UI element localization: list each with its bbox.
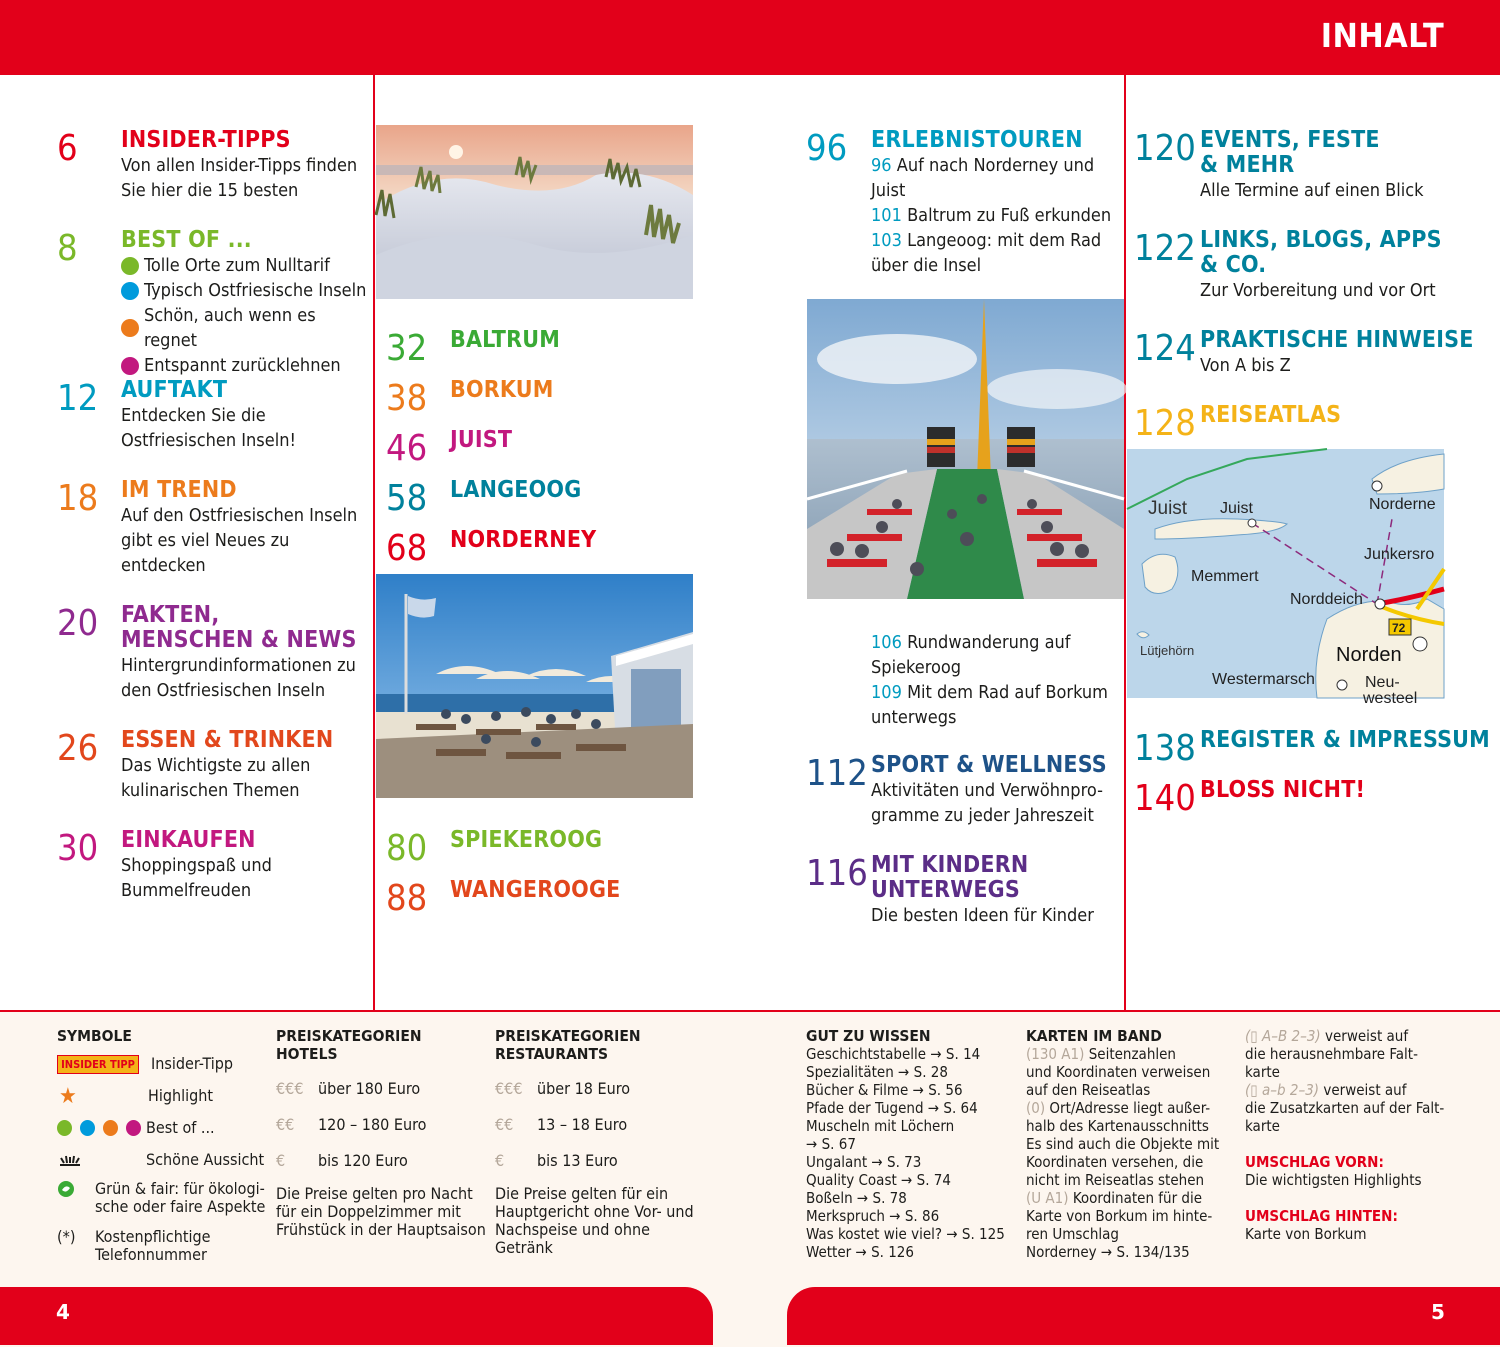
legend-symbols: SYMBOLE INSIDER TIPP Insider-Tipp ★ Highlight Best of ... Schöne Aussicht Grün & fair: für ökologi- sche oder faire Aspekte (*) Kostenpflichtige Telefonnummer xyxy=(57,1027,266,1264)
toc-island-juist[interactable]: 46 JUIST xyxy=(386,427,513,469)
map-label-juist: Juist xyxy=(1220,500,1253,517)
toc-entry-reiseatlas[interactable]: 128 REISEATLAS xyxy=(1134,402,1342,444)
map-label-road-72: 72 xyxy=(1392,621,1406,635)
header-bar xyxy=(0,0,1500,75)
map-label-luetjehoern: Lütjehörn xyxy=(1140,643,1195,658)
toc-entry-hinweise[interactable]: 124 PRAKTISCHE HINWEISE Von A bis Z xyxy=(1134,327,1474,376)
toc-entry-bloss-nicht[interactable]: 140 BLOSS NICHT! xyxy=(1134,777,1366,819)
dunes-photo xyxy=(376,125,693,299)
toc-entry-tours-cont[interactable]: 106 Rundwanderung auf Spiekeroog 109 Mit dem Rad auf Borkum unterwegs xyxy=(871,632,1108,728)
view-icon xyxy=(57,1149,146,1171)
green-fair-icon xyxy=(57,1180,95,1216)
page-number-right: 5 xyxy=(1431,1300,1445,1324)
map-label-westermarsch: Westermarsch xyxy=(1212,671,1315,688)
legend-gut-zu-wissen: GUT ZU WISSEN Geschichtstabelle → S. 14 Spezialitäten → S. 28 Bücher & Filme → S. 56 Pfade der Tugend → S. 64 Muscheln mit Löchern → S. 67 Ungalant → S. 73 Quality Coast → S. 74 Boßeln → S. 78 Merkspruch → S. 86 Was kostet wie viel? → S. 125 Wetter → S. 126 xyxy=(806,1027,1005,1261)
star-icon: ★ xyxy=(59,1083,77,1109)
map-label-neu: Neu- xyxy=(1365,674,1400,691)
page-title: INHALT xyxy=(1320,16,1444,55)
green-dot-icon xyxy=(121,257,139,275)
map-label-norderney: Norderne xyxy=(1369,496,1436,513)
map-book-icon: ▯ xyxy=(1250,1027,1258,1045)
bestof-dots-icon xyxy=(57,1120,146,1136)
toc-island-wangerooge[interactable]: 88 WANGEROOGE xyxy=(386,877,621,919)
toc-entry-register[interactable]: 138 REGISTER & IMPRESSUM xyxy=(1134,727,1490,769)
map-label-juist-island: Juist xyxy=(1148,498,1188,519)
map-label-norden: Norden xyxy=(1336,644,1402,666)
toc-island-langeoog[interactable]: 58 LANGEOOG xyxy=(386,477,582,519)
beach-cafe-photo xyxy=(376,574,693,798)
toc-island-spiekeroog[interactable]: 80 SPIEKEROOG xyxy=(386,827,603,869)
toc-island-baltrum[interactable]: 32 BALTRUM xyxy=(386,327,561,369)
map-book-icon: ▯ xyxy=(1250,1081,1258,1099)
toc-entry-sport[interactable]: 112 SPORT & WELLNESS Aktivitäten und Verwöhnpro- gramme zu jeder Jahreszeit xyxy=(806,752,1107,826)
toc-entry-links[interactable]: 122 LINKS, BLOGS, APPS & CO. Zur Vorbereitung und vor Ort xyxy=(1134,227,1442,301)
legend-hotels: PREISKATEGORIEN HOTELS €€€ über 180 Euro €€ 120 – 180 Euro € bis 120 Euro Die Preise gelten pro Nacht für ein Doppelzimmer mit Frühstück in der Hauptsaison xyxy=(276,1027,486,1239)
magenta-dot-icon xyxy=(121,357,139,375)
toc-entry-insider[interactable]: 6 INSIDER-TIPPS Von allen Insider-Tipps finden Sie hier die 15 besten xyxy=(57,127,358,201)
map-image xyxy=(1127,449,1444,707)
toc-entry-fakten[interactable]: 20 FAKTEN, MENSCHEN & NEWS Hintergrundinformationen zu den Ostfriesischen Inseln xyxy=(57,602,357,701)
blue-dot-icon xyxy=(121,282,139,300)
toc-entry-auftakt[interactable]: 12 AUFTAKT Entdecken Sie die Ostfriesischen Inseln! xyxy=(57,377,296,451)
toc-entry-bestof[interactable]: 8 BEST OF ... Tolle Orte zum Nulltarif Typisch Ostfriesische Inseln Schön, auch wenn es regnet Entspannt zurücklehnen xyxy=(57,227,367,376)
legend-karten: KARTEN IM BAND (130 A1) Seitenzahlen und Koordinaten verweisen auf den Reiseatlas (0) Ort/Adresse liegt außer- halb des Kartenausschnitts Es sind auch die Objekte mit Koordinaten versehen, die nicht im Reiseatlas stehen (U A1) Koordinaten für die Karte von Borkum im hinte- ren Umschlag Norderney → S. 134/135 xyxy=(1026,1027,1220,1261)
toc-island-borkum[interactable]: 38 BORKUM xyxy=(386,377,554,419)
legend-restaurants: PREISKATEGORIEN RESTAURANTS €€€ über 18 Euro €€ 13 – 18 Euro € bis 13 Euro Die Preise gelten für ein Hauptgericht ohne Vor- und Nachspeise und ohne Getränk xyxy=(495,1027,694,1257)
divider xyxy=(373,75,375,1010)
toc-entry-kinder[interactable]: 116 MIT KINDERN UNTERWEGS Die besten Ideen für Kinder xyxy=(806,852,1094,926)
page-tab-right xyxy=(787,1287,1500,1345)
toc-entry-events[interactable]: 120 EVENTS, FESTE & MEHR Alle Termine auf einen Blick xyxy=(1134,127,1424,201)
toc-entry-einkaufen[interactable]: 30 EINKAUFEN Shoppingspaß und Bummelfreuden xyxy=(57,827,272,901)
map-label-norddeich: Norddeich xyxy=(1290,591,1363,608)
legend-faltkarte: (▯ A–B 2–3) verweist auf die herausnehmbare Falt- karte (▯ a–b 2–3) verweist auf die Zusatzkarten auf der Falt- karte UMSCHLAG VORN: Die wichtigsten Highlights UMSCHLAG HINTEN: Karte von Borkum xyxy=(1245,1027,1445,1243)
toc-entry-erlebnistouren[interactable]: 96 ERLEBNISTOUREN 96 Auf nach Norderney und Juist 101 Baltrum zu Fuß erkunden 103 Langeoog: mit dem Rad über die Insel xyxy=(806,127,1112,276)
toc-entry-essen[interactable]: 26 ESSEN & TRINKEN Das Wichtigste zu allen kulinarischen Themen xyxy=(57,727,334,801)
page-number-left: 4 xyxy=(56,1300,70,1324)
ferry-photo xyxy=(807,299,1124,599)
toc-entry-trend[interactable]: 18 IM TREND Auf den Ostfriesischen Inseln gibt es viel Neues zu entdecken xyxy=(57,477,358,576)
insider-tipp-badge-icon: INSIDER TIPP xyxy=(57,1055,139,1074)
map-label-junkersrott: Junkersro xyxy=(1364,546,1435,563)
orange-dot-icon xyxy=(121,319,139,337)
map-label-westeel: westeel xyxy=(1363,690,1418,707)
map-label-memmert: Memmert xyxy=(1191,568,1259,585)
toc-island-norderney[interactable]: 68 NORDERNEY xyxy=(386,527,597,569)
divider xyxy=(1124,75,1126,1010)
page-tab-left xyxy=(0,1287,713,1345)
